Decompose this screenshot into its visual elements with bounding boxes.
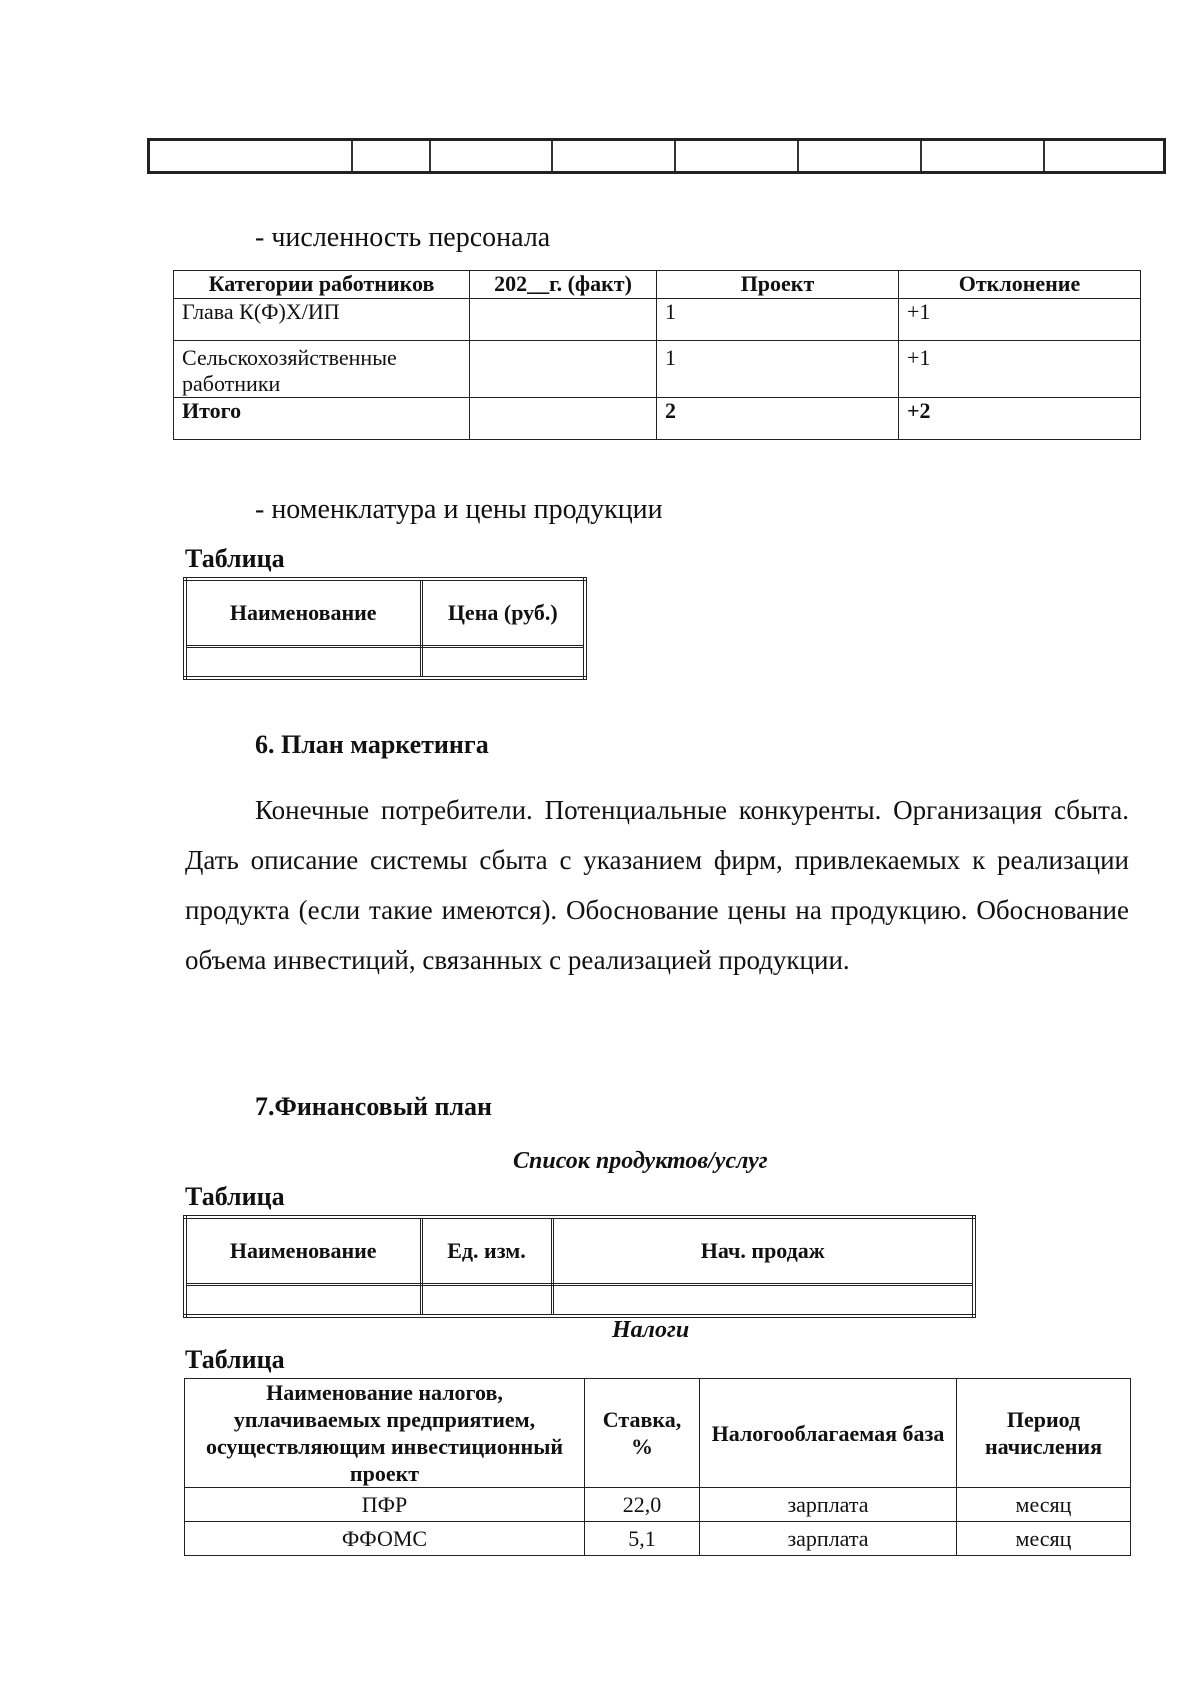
header-rate: Ставка, % [585, 1379, 700, 1488]
cell-period: месяц [957, 1488, 1131, 1522]
header-price: Цена (руб.) [421, 579, 585, 647]
cell-fact [470, 341, 657, 398]
cell-category: Сельскохозяйственные работники [174, 341, 470, 398]
table-row [174, 398, 1141, 440]
marketing-paragraph: Конечные потребители. Потенциальные конкуренты. Организация сбыта. Дать описание системы сбыта с указанием фирм, привлекаемых к реализации продукта (если такие имеются). Обоснование цены на продукцию. Обоснование объема инвестиций, связанных с реализацией продукции. [185, 795, 1129, 975]
table-row [185, 1488, 1131, 1522]
table-row [185, 1522, 1131, 1556]
products-table [183, 1215, 976, 1318]
nomenclature-bullet: - номенклатура и цены продукции [255, 494, 663, 525]
top-strip-table [147, 138, 1166, 174]
header-project: Проект [657, 271, 899, 299]
header-period: Период начисления [957, 1379, 1131, 1488]
header-fact: 202__г. (факт) [470, 271, 657, 299]
table-row [174, 341, 1141, 398]
cell-fact [470, 299, 657, 341]
taxes-table-caption: Таблица [185, 1345, 285, 1374]
finance-heading: 7.Финансовый план [255, 1092, 493, 1121]
table-header-row [174, 271, 1141, 299]
header-unit: Ед. изм. [421, 1217, 552, 1285]
header-name: Наименование [185, 1217, 421, 1285]
cell-fact [470, 398, 657, 440]
nomenclature-table-caption: Таблица [185, 544, 285, 573]
nomenclature-table [183, 577, 587, 680]
header-base: Налогооблагаемая база [700, 1379, 957, 1488]
cell-tax-name: ПФР [185, 1488, 585, 1522]
header-tax-name: Наименование налогов, уплачиваемых предприятием, осуществляющим инвестиционный проект [185, 1379, 585, 1488]
staff-table [173, 270, 1141, 440]
cell-deviation: +2 [899, 398, 1141, 440]
cell-deviation: +1 [899, 341, 1141, 398]
cell-category: Глава К(Ф)Х/ИП [174, 299, 470, 341]
table-header-row [185, 1217, 974, 1285]
cell-rate: 22,0 [585, 1488, 700, 1522]
header-name: Наименование [185, 579, 421, 647]
cell-project: 1 [657, 341, 899, 398]
taxes-title: Налоги [612, 1317, 690, 1343]
taxes-table [184, 1378, 1131, 1556]
cell-rate: 5,1 [585, 1522, 700, 1556]
table-row [185, 647, 585, 679]
cell-project: 1 [657, 299, 899, 341]
table-row [174, 299, 1141, 341]
cell-deviation: +1 [899, 299, 1141, 341]
header-sales-start: Нач. продаж [552, 1217, 974, 1285]
table-header-row [185, 1379, 1131, 1488]
header-category: Категории работников [174, 271, 470, 299]
products-table-caption: Таблица [185, 1182, 285, 1211]
table-header-row [185, 579, 585, 647]
products-title: Список продуктов/услуг [513, 1148, 768, 1174]
marketing-heading: 6. План маркетинга [255, 730, 489, 759]
cell-base: зарплата [700, 1488, 957, 1522]
cell-period: месяц [957, 1522, 1131, 1556]
cell-project: 2 [657, 398, 899, 440]
table-row [149, 140, 1165, 173]
cell-tax-name: ФФОМС [185, 1522, 585, 1556]
staff-bullet: - численность персонала [255, 222, 551, 253]
cell-category: Итого [174, 398, 470, 440]
table-row [185, 1285, 974, 1317]
header-deviation: Отклонение [899, 271, 1141, 299]
cell-base: зарплата [700, 1522, 957, 1556]
